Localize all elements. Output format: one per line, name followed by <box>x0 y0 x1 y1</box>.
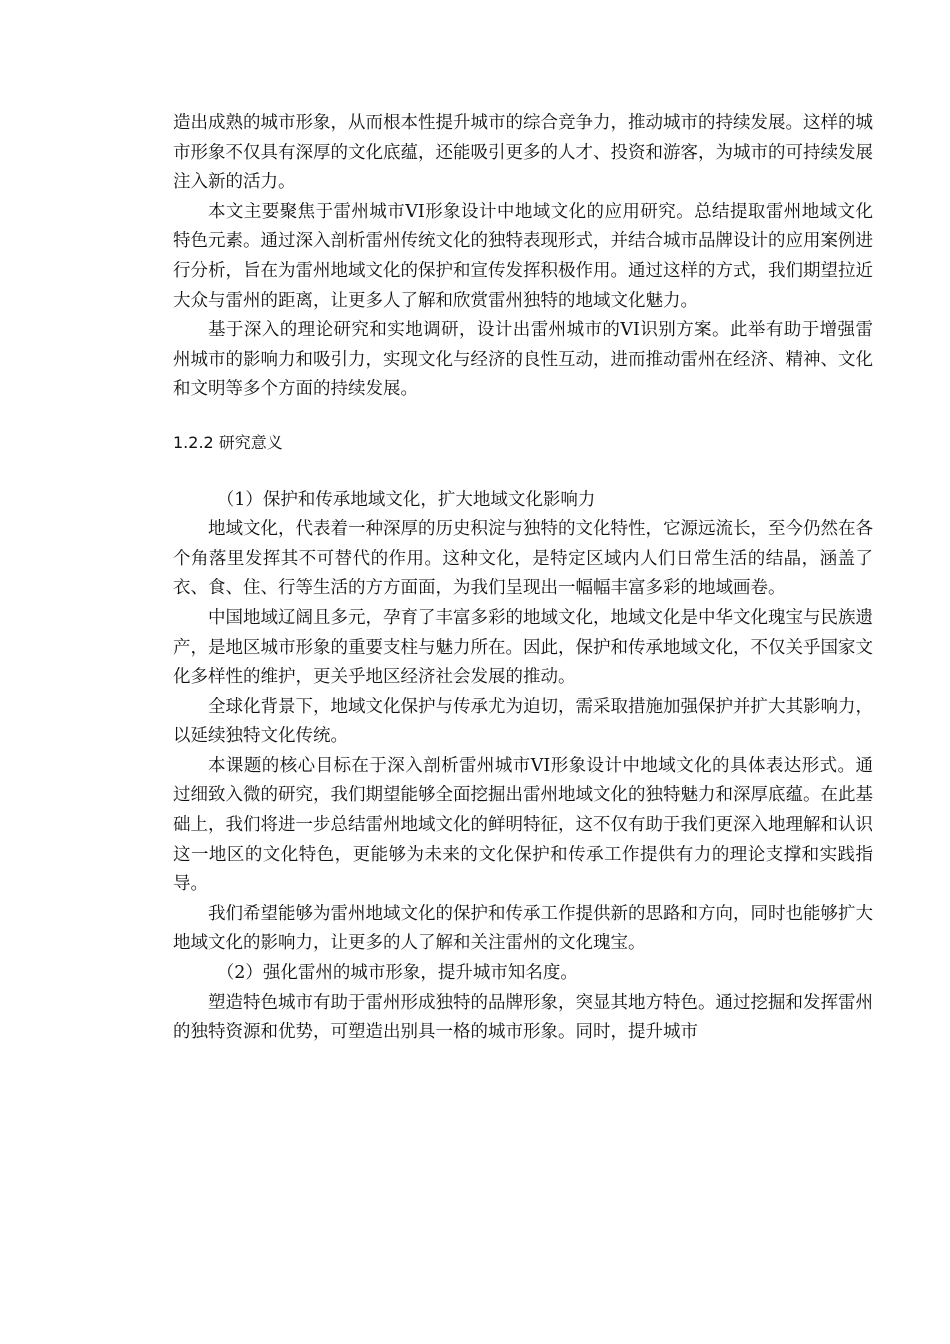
paragraph: 本文主要聚焦于雷州城市VI形象设计中地域文化的应用研究。总结提取雷州地域文化特色元素。通过深入剖析雷州传统文化的独特表现形式，并结合城市品牌设计的应用案例进行分析，旨在为雷州地域文化的保护和宣传发挥积极作用。通过这样的方式，我们期望拉近大众与雷州的距离，让更多人了解和欣赏雷州独特的地域文化魅力。 <box>173 201 873 311</box>
paragraph: 本课题的核心目标在于深入剖析雷州城市VI形象设计中地域文化的具体表达形式。通过细致入微的研究，我们期望能够全面挖掘出雷州地域文化的独特魅力和深厚底蕴。在此基础上，我们将进一步总结雷州地域文化的鲜明特征，这不仅有助于我们更深入地理解和认识这一地区的文化特色，更能够为未来的文化保护和传承工作提供有力的理论支撑和实践指导。 <box>173 755 873 895</box>
section-heading: 1.2.2 研究意义 <box>173 432 283 452</box>
item-title: （2）强化雷州的城市形象，提升城市知名度。 <box>216 963 578 984</box>
item-title: （1）保护和传承地域文化，扩大地域文化影响力 <box>216 489 596 510</box>
paragraph: 中国地域辽阔且多元，孕育了丰富多彩的地域文化，地域文化是中华文化瑰宝与民族遗产，是地区城市形象的重要支柱与魅力所在。因此，保护和传承地域文化，不仅关乎国家文化多样性的维护，更关乎地区经济社会发展的推动。 <box>173 607 873 688</box>
paragraph: 我们希望能够为雷州地域文化的保护和传承工作提供新的思路和方向，同时也能够扩大地域文化的影响力，让更多的人了解和关注雷州的文化瑰宝。 <box>173 903 873 954</box>
paragraph: 造出成熟的城市形象，从而根本性提升城市的综合竞争力，推动城市的持续发展。这样的城市形象不仅具有深厚的文化底蕴，还能吸引更多的人才、投资和游客，为城市的可持续发展注入新的活力。 <box>173 113 873 193</box>
paragraph: 塑造特色城市有助于雷州形成独特的品牌形象，突显其地方特色。通过挖掘和发挥雷州的独特资源和优势，可塑造出别具一格的城市形象。同时，提升城市 <box>173 992 873 1043</box>
paragraph: 基于深入的理论研究和实地调研，设计出雷州城市的VI识别方案。此举有助于增强雷州城市的影响力和吸引力，实现文化与经济的良性互动，进而推动雷州在经济、精神、文化和文明等多个方面的持续发展。 <box>173 320 873 400</box>
paragraph: 全球化背景下，地域文化保护与传承尤为迫切，需采取措施加强保护并扩大其影响力，以延续独特文化传统。 <box>173 696 873 747</box>
paragraph: 地域文化，代表着一种深厚的历史积淀与独特的文化特性，它源远流长，至今仍然在各个角落里发挥其不可替代的作用。这种文化，是特定区域内人们日常生活的结晶，涵盖了衣、食、住、行等生活的方方面面，为我们呈现出一幅幅丰富多彩的地域画卷。 <box>173 519 873 599</box>
document-body <box>173 109 873 1048</box>
